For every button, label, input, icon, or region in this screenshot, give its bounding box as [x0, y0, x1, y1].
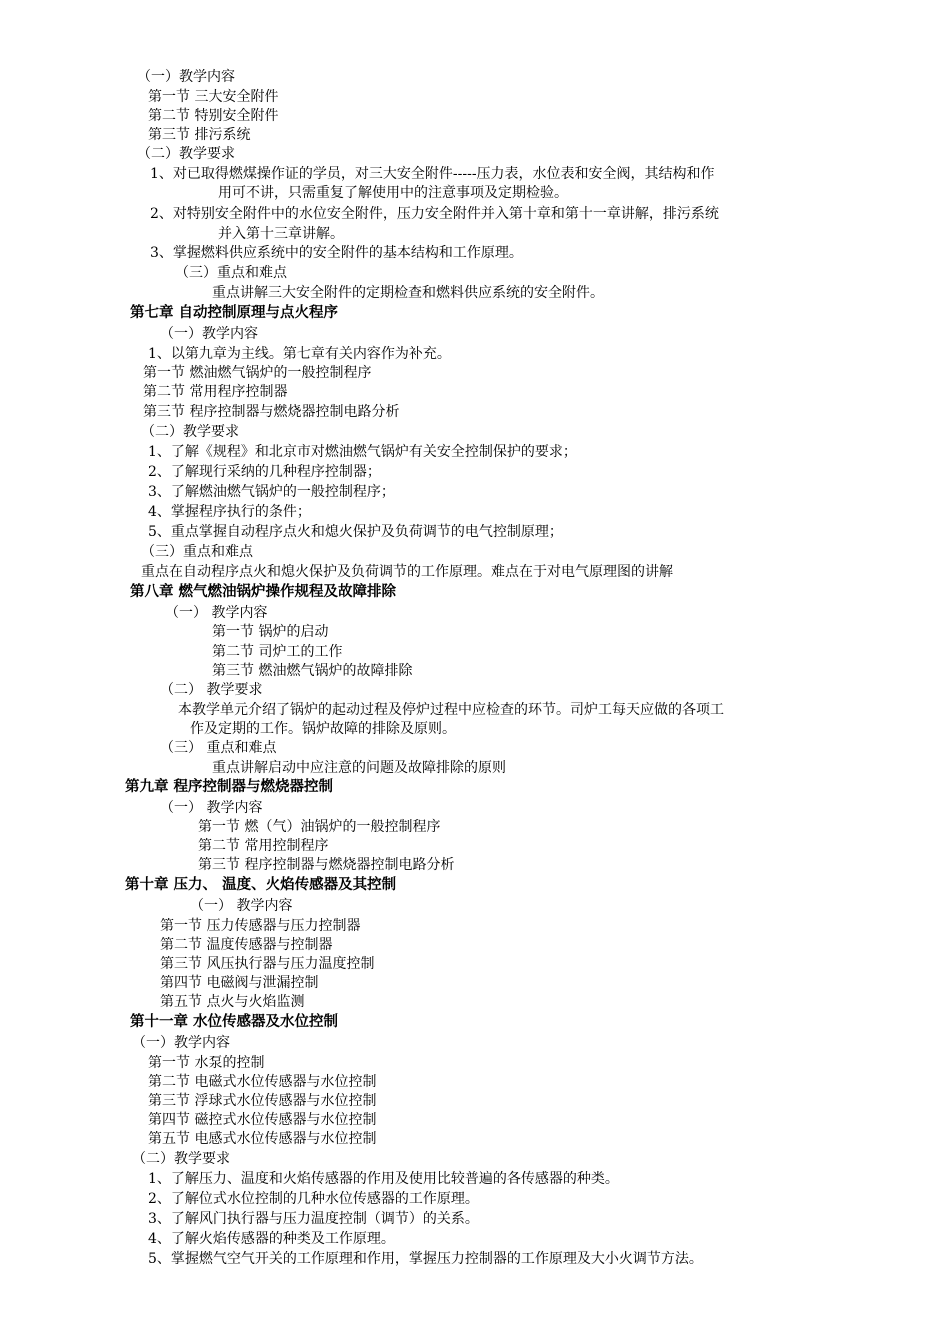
section-heading: （一） 教学内容: [190, 898, 293, 914]
requirement-line: 5、重点掌握自动程序点火和熄火保护及负荷调节的电气控制原理；: [148, 524, 563, 540]
section-line: 第二节 常用程序控制器: [143, 384, 288, 400]
section-line: 第一节 燃（气）油锅炉的一般控制程序: [198, 819, 441, 835]
chapter-heading: 第八章 燃气燃油锅炉操作规程及故障排除: [130, 584, 397, 600]
section-line: 第三节 燃油燃气锅炉的故障排除: [212, 663, 413, 679]
section-heading: （一）教学内容: [160, 326, 258, 342]
chapter-heading: 第十章 压力、 温度、火焰传感器及其控制: [125, 877, 397, 893]
section-line: 第三节 程序控制器与燃烧器控制电路分析: [143, 404, 400, 420]
section-line: 第一节 燃油燃气锅炉的一般控制程序: [143, 365, 372, 381]
section-heading: （二）教学要求: [132, 1151, 230, 1167]
requirement-line: 2、了解现行采纳的几种程序控制器；: [148, 464, 381, 480]
section-line: 第一节 水泵的控制: [148, 1055, 265, 1071]
section-line: 第二节 特别安全附件: [148, 108, 279, 124]
requirement-line-cont: 作及定期的工作。锅炉故障的排除及原则。: [190, 721, 456, 737]
requirement-line-cont: 并入第十三章讲解。: [218, 226, 344, 242]
requirement-line: 1、对已取得燃煤操作证的学员，对三大安全附件-----压力表，水位表和安全阀，其结构和作: [150, 166, 715, 182]
section-heading: （二）教学要求: [137, 146, 235, 162]
requirement-line: 3、了解燃油燃气锅炉的一般控制程序；: [148, 484, 395, 500]
section-heading: （一） 教学内容: [160, 800, 263, 816]
section-line: 第二节 温度传感器与控制器: [160, 937, 333, 953]
section-heading: （一）教学内容: [132, 1035, 230, 1051]
section-line: 第三节 浮球式水位传感器与水位控制: [148, 1093, 377, 1109]
requirement-line: 2、了解位式水位控制的几种水位传感器的工作原理。: [148, 1191, 479, 1207]
section-heading: （一）教学内容: [137, 69, 235, 85]
section-line: 第二节 电磁式水位传感器与水位控制: [148, 1074, 377, 1090]
section-line: 第四节 电磁阀与泄漏控制: [160, 975, 319, 991]
section-line: 第二节 常用控制程序: [198, 838, 329, 854]
chapter-heading: 第九章 程序控制器与燃烧器控制: [125, 779, 334, 795]
requirement-line: 3、掌握燃料供应系统中的安全附件的基本结构和工作原理。: [150, 245, 523, 261]
chapter-heading: 第十一章 水位传感器及水位控制: [130, 1014, 339, 1030]
section-heading: （三）重点和难点: [141, 544, 253, 560]
requirement-line: 1、了解压力、温度和火焰传感器的作用及使用比较普遍的各传感器的种类。: [148, 1171, 619, 1187]
requirement-line-cont: 用可不讲，只需重复了解使用中的注意事项及定期检验。: [218, 185, 568, 201]
section-heading: （一） 教学内容: [165, 605, 268, 621]
section-line: 第三节 风压执行器与压力温度控制: [160, 956, 375, 972]
section-line: 第五节 电感式水位传感器与水位控制: [148, 1131, 377, 1147]
section-line: 第二节 司炉工的工作: [212, 644, 343, 660]
requirement-line: 4、掌握程序执行的条件；: [148, 504, 311, 520]
requirement-line: 2、对特别安全附件中的水位安全附件，压力安全附件并入第十章和第十一章讲解，排污系统: [150, 206, 719, 222]
section-heading: （三） 重点和难点: [160, 740, 277, 756]
requirement-line: 3、了解风门执行器与压力温度控制（调节）的关系。: [148, 1211, 479, 1227]
requirement-line: 5、掌握燃气空气开关的工作原理和作用，掌握压力控制器的工作原理及大小火调节方法。: [148, 1251, 703, 1267]
requirement-line: 1、了解《规程》和北京市对燃油燃气锅炉有关安全控制保护的要求；: [148, 444, 577, 460]
section-line: 第五节 点火与火焰监测: [160, 994, 305, 1010]
section-line: 第一节 三大安全附件: [148, 89, 279, 105]
key-points-text: 重点讲解启动中应注意的问题及故障排除的原则: [212, 760, 506, 776]
section-heading: （三）重点和难点: [175, 265, 287, 281]
section-line: 第三节 排污系统: [148, 127, 251, 143]
section-line: 第三节 程序控制器与燃烧器控制电路分析: [198, 857, 455, 873]
section-heading: （二）教学要求: [141, 424, 239, 440]
key-points-text: 重点讲解三大安全附件的定期检查和燃料供应系统的安全附件。: [212, 285, 604, 301]
chapter-heading: 第七章 自动控制原理与点火程序: [130, 305, 339, 321]
requirement-line: 4、了解火焰传感器的种类及工作原理。: [148, 1231, 395, 1247]
requirement-line: 本教学单元介绍了锅炉的起动过程及停炉过程中应检查的环节。司炉工每天应做的各项工: [178, 702, 724, 718]
section-line: 第一节 压力传感器与压力控制器: [160, 918, 361, 934]
section-line: 第四节 磁控式水位传感器与水位控制: [148, 1112, 377, 1128]
key-points-text: 重点在自动程序点火和熄火保护及负荷调节的工作原理。难点在于对电气原理图的讲解: [141, 564, 673, 580]
section-line: 1、以第九章为主线。第七章有关内容作为补充。: [148, 346, 451, 362]
section-line: 第一节 锅炉的启动: [212, 624, 329, 640]
section-heading: （二） 教学要求: [160, 682, 263, 698]
